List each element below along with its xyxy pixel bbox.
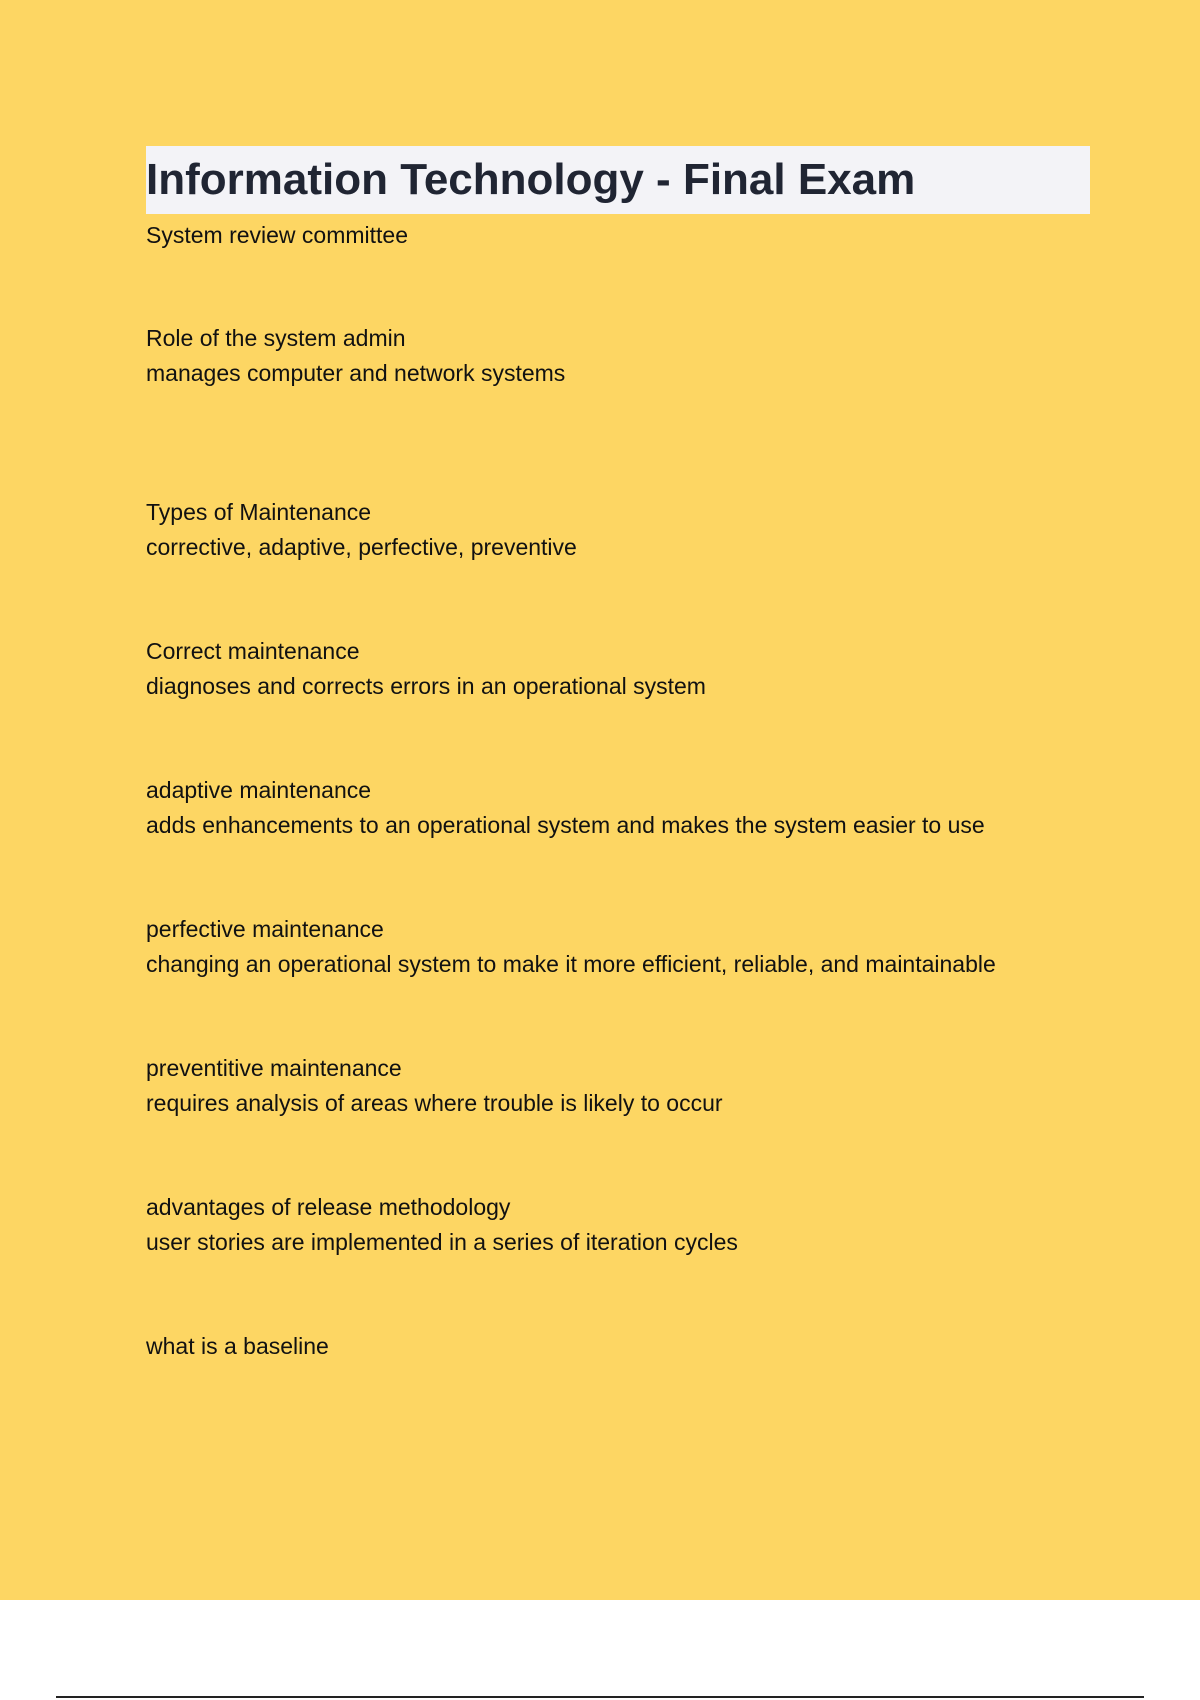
card-term: Types of Maintenance [146, 499, 372, 525]
card-term: Role of the system admin [146, 325, 406, 351]
card-term: Correct maintenance [146, 638, 360, 664]
footer-divider [56, 1696, 1144, 1698]
page-title: Information Technology - Final Exam [146, 155, 916, 204]
flashcard-2 [146, 495, 1090, 565]
flashcard-8 [146, 1329, 1090, 1364]
flashcard-5 [146, 912, 1090, 982]
flashcard-4 [146, 773, 1090, 843]
card-definition: corrective, adaptive, perfective, preventive [146, 534, 577, 560]
title-bar [146, 146, 1090, 214]
intro-text: System review committee [146, 222, 409, 248]
flashcard-1 [146, 321, 1090, 391]
card-term: advantages of release methodology [146, 1194, 511, 1220]
card-definition: user stories are implemented in a series of iteration cycles [146, 1229, 738, 1255]
flashcard-3 [146, 634, 1090, 704]
card-definition: manages computer and network systems [146, 360, 566, 386]
card-term: adaptive maintenance [146, 777, 372, 803]
flashcard-6 [146, 1051, 1090, 1121]
card-term: perfective maintenance [146, 916, 384, 942]
flashcard-7 [146, 1190, 1090, 1260]
card-term: what is a baseline [146, 1333, 329, 1359]
card-definition: requires analysis of areas where trouble is likely to occur [146, 1090, 723, 1116]
card-term: preventitive maintenance [146, 1055, 402, 1081]
card-definition: changing an operational system to make it more efficient, reliable, and maintainable [146, 951, 996, 977]
card-definition: diagnoses and corrects errors in an operational system [146, 673, 706, 699]
card-definition: adds enhancements to an operational system and makes the system easier to use [146, 812, 985, 838]
document-content [146, 146, 1090, 1364]
